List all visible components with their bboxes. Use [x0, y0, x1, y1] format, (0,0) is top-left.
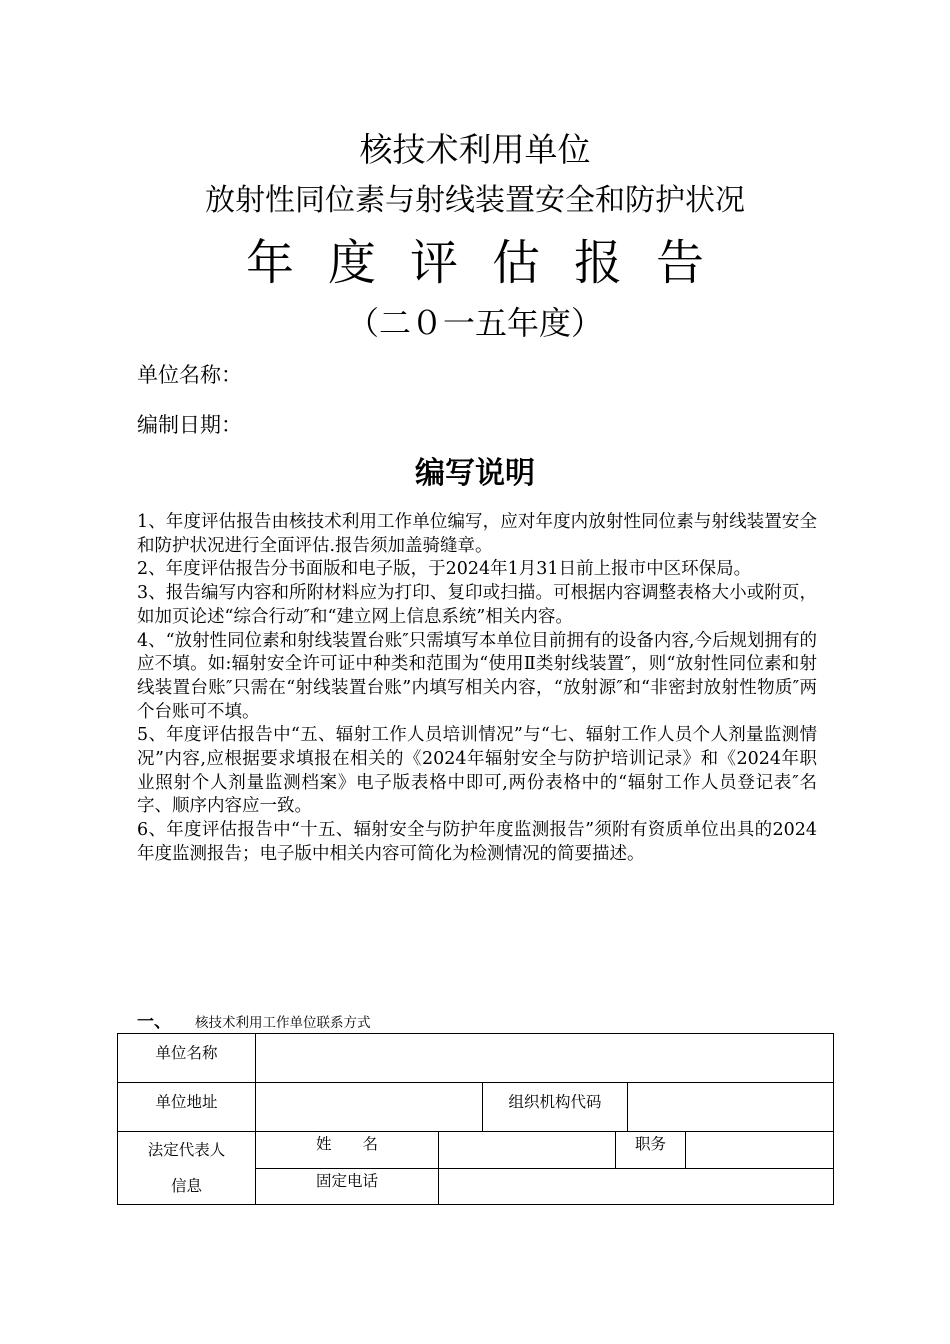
unit-name-cell-label: 单位名称 [155, 1044, 218, 1062]
org-code-value-cell[interactable] [628, 1083, 834, 1132]
instruction-item: 5、年度评估报告中“五、辐射工作人员培训情况”与“七、辐射工作人员个人剂量监测情况”内容,应根据要求填报在相关的《2024年辐射安全与防护培训记录》和《2024年职业照射个人剂量监测档案》电子版表格中即可,两份表格中的“辐射工作人员登记表″名字、顺序内容应一致。 [137, 725, 817, 817]
label-cell [256, 1132, 439, 1169]
contact-table [117, 1033, 834, 1205]
label-cell [256, 1168, 439, 1205]
table-row [118, 1034, 834, 1083]
instructions-list [137, 511, 817, 867]
instruction-item: 6、年度评估报告中“十五、辐射安全与防护年度监测报告”须附有资质单位出具的2024年度监测报告；电子版中相关内容可简化为检测情况的简要描述。 [137, 820, 817, 864]
section-1-title [137, 1012, 371, 1033]
title-line-4: （二０一五年度） [346, 304, 603, 342]
label-cell [118, 1083, 256, 1132]
title-line-1: 核技术利用单位 [359, 130, 591, 169]
instruction-item: 3、报告编写内容和所附材料应为打印、复印或扫描。可根据内容调整表格大小或附页，如加页论述“综合行动″和“建立网上信息系统”相关内容。 [137, 583, 817, 627]
table-row [118, 1083, 834, 1132]
rep-phone-value-cell[interactable] [439, 1168, 834, 1205]
title-line-3: 年度评估报告 [245, 235, 738, 291]
rep-position-cell-label: 职务 [634, 1135, 666, 1153]
rep-name-value-cell[interactable] [439, 1132, 616, 1169]
label-cell [616, 1132, 686, 1169]
label-cell [118, 1132, 256, 1205]
table-row [118, 1132, 834, 1169]
instruction-item: 2、年度评估报告分书面版和电子版，于2024年1月31日前上报市中区环保局。 [137, 559, 752, 580]
section-1-label: 核技术利用工作单位联系方式 [195, 1015, 371, 1031]
section-1-number: 一、 [137, 1012, 171, 1032]
rep-name-cell-label: 姓 名 [315, 1135, 378, 1153]
legal-rep-label-line-1: 法定代表人 [147, 1141, 226, 1159]
rep-position-value-cell[interactable] [686, 1132, 834, 1169]
unit-name-value-cell[interactable] [256, 1034, 834, 1083]
instruction-item: 4、“放射性同位素和射线装置台账″只需填写本单位目前拥有的设备内容,今后规划拥有的应不填。如:辐射安全许可证中种类和范围为“使用Ⅱ类射线装置″，则“放射性同位素和射线装置台账″只需在“射线装置台账”内填写相关内容，“放射源″和“非密封放射性物质″两个台账可不填。 [137, 630, 817, 722]
unit-name-label: 单位名称： [137, 363, 242, 387]
label-cell [118, 1034, 256, 1083]
instruction-item: 1、年度评估报告由核技术利用工作单位编写，应对年度内放射性同位素与射线装置安全和防护状况进行全面评估.报告须加盖骑缝章。 [137, 512, 817, 556]
unit-address-cell-label: 单位地址 [155, 1093, 218, 1111]
compile-date-label: 编制日期： [137, 413, 242, 437]
unit-address-value-cell[interactable] [256, 1083, 483, 1132]
instructions-heading: 编写说明 [415, 456, 535, 491]
legal-rep-label-line-2: 信息 [170, 1177, 202, 1195]
label-cell [483, 1083, 628, 1132]
title-line-2: 放射性同位素与射线装置安全和防护状况 [205, 183, 745, 218]
org-code-cell-label: 组织机构代码 [508, 1093, 602, 1111]
rep-phone-cell-label: 固定电话 [315, 1171, 378, 1190]
